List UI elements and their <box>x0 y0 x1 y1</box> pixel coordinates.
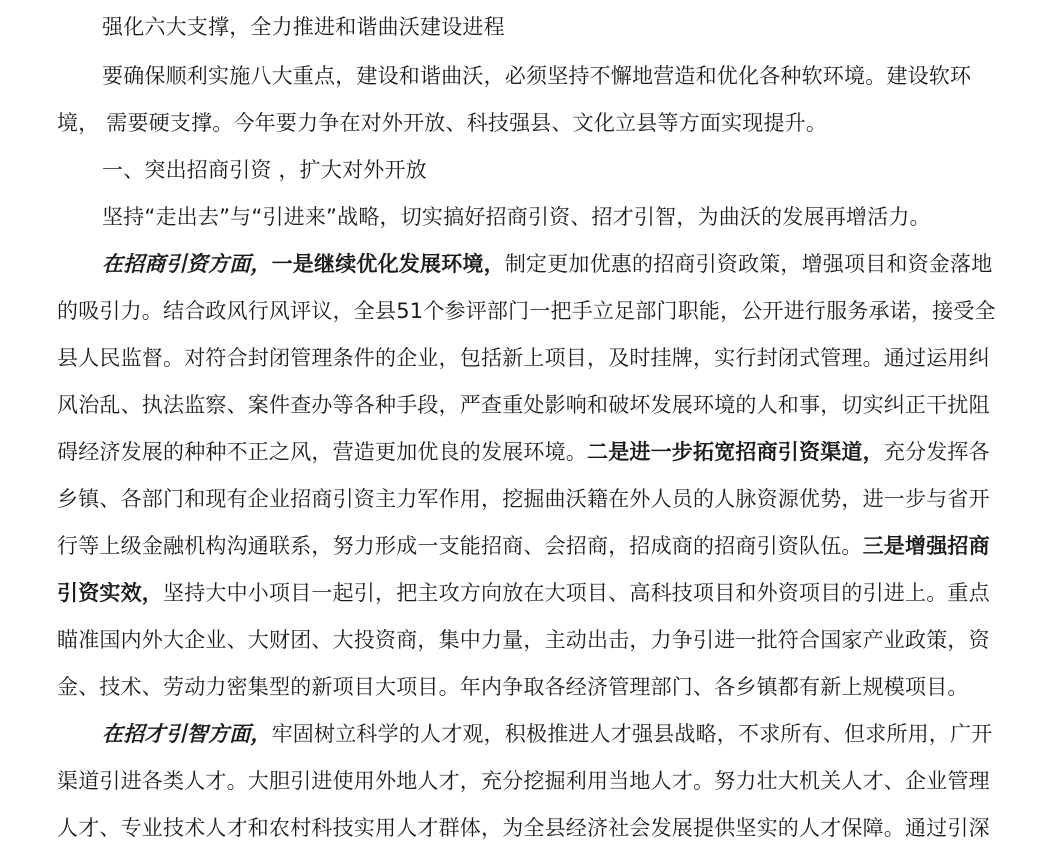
investment-paragraph-line <box>57 437 1002 467</box>
text-run: 渠道引进各类人才。大胆引进使用外地人才，充分挖掘利用当地人才。努力壮大机关人才、企业管理 <box>57 769 990 793</box>
text-run: 碍经济发展的种种不正之风，营造更加优良的发展环境。 <box>57 440 587 464</box>
document-heading <box>102 12 1002 42</box>
section-title <box>102 155 1002 185</box>
investment-paragraph-line <box>102 249 1002 279</box>
intro-paragraph-line <box>102 61 1002 91</box>
text-run: 乡镇、各部门和现有企业招商引资主力军作用，挖掘曲沃籍在外人员的人脉资源优势，进一步与省开 <box>57 487 990 511</box>
bold-point: 一是继续优化发展环境， <box>271 252 505 276</box>
talent-paragraph-line <box>102 719 1002 749</box>
italic-lead-in: 在招商引资方面， <box>102 251 272 276</box>
investment-paragraph-line <box>57 296 1002 326</box>
text-run: 金、技术、劳动力密集型的新项目大项目。年内争取各经济管理部门、各乡镇都有新上规模项目。 <box>57 675 969 699</box>
text-run: 瞄准国内外大企业、大财团、大投资商，集中力量，主动出击，力争引进一批符合国家产业政策，资 <box>57 628 990 652</box>
text-run: 的吸引力。结合政风行风评议，全县51个参评部门一把手立足部门职能，公开进行服务承诺，接受全 <box>57 299 996 323</box>
intro-paragraph-line <box>57 108 1002 138</box>
talent-paragraph-line <box>57 813 1002 843</box>
heading-text: 强化六大支撑，全力推进和谐曲沃建设进程 <box>102 15 505 39</box>
italic-lead-in: 在招才引智方面， <box>102 721 272 746</box>
investment-paragraph-line <box>57 484 1002 514</box>
investment-paragraph-line <box>57 531 1002 561</box>
bold-point: 引资实效， <box>57 581 163 605</box>
talent-paragraph-line <box>57 766 1002 796</box>
investment-paragraph-line <box>57 625 1002 655</box>
text-run: 县人民监督。对符合封闭管理条件的企业，包括新上项目，及时挂牌，实行封闭式管理。通过运用纠 <box>57 346 990 370</box>
text-run: 行等上级金融机构沟通联系，努力形成一支能招商、会招商，招成商的招商引资队伍。 <box>57 534 863 558</box>
bold-point: 二是进一步拓宽招商引资渠道， <box>587 440 884 464</box>
text-run: 坚持“走出去”与“引进来”战略，切实搞好招商引资、招才引智，为曲沃的发展再增活力。 <box>102 205 931 229</box>
section-title-text: 一、突出招商引资 ，扩大对外开放 <box>102 158 427 182</box>
text-run: 要确保顺利实施八大重点，建设和谐曲沃，必须坚持不懈地营造和优化各种软环境。建设软环 <box>102 64 972 88</box>
text-run: 坚持大中小项目一起引，把主攻方向放在大项目、高科技项目和外资项目的引进上。重点 <box>163 581 990 605</box>
bold-point: 三是增强招商 <box>862 534 990 558</box>
text-run: 人才、专业技术人才和农村科技实用人才群体，为全县经济社会发展提供坚实的人才保障。通过引深 <box>57 816 990 840</box>
text-run: 牢固树立科学的人才观，积极推进人才强县战略，不求所有、但求所用，广开 <box>271 722 993 746</box>
text-run: 境， 需要硬支撑。今年要力争在对外开放、科技强县、文化立县等方面实现提升。 <box>57 111 828 135</box>
investment-paragraph-line <box>57 390 1002 420</box>
strategy-paragraph <box>102 202 1002 232</box>
investment-paragraph-line <box>57 578 1002 608</box>
text-run: 制定更加优惠的招商引资政策，增强项目和资金落地 <box>504 252 993 276</box>
investment-paragraph-line <box>57 343 1002 373</box>
text-run: 充分发挥各 <box>883 440 990 464</box>
investment-paragraph-line <box>57 672 1002 702</box>
text-run: 风治乱、执法监察、案件查办等各种手段，严查重处影响和破坏发展环境的人和事，切实纠正干扰阻 <box>57 393 990 417</box>
